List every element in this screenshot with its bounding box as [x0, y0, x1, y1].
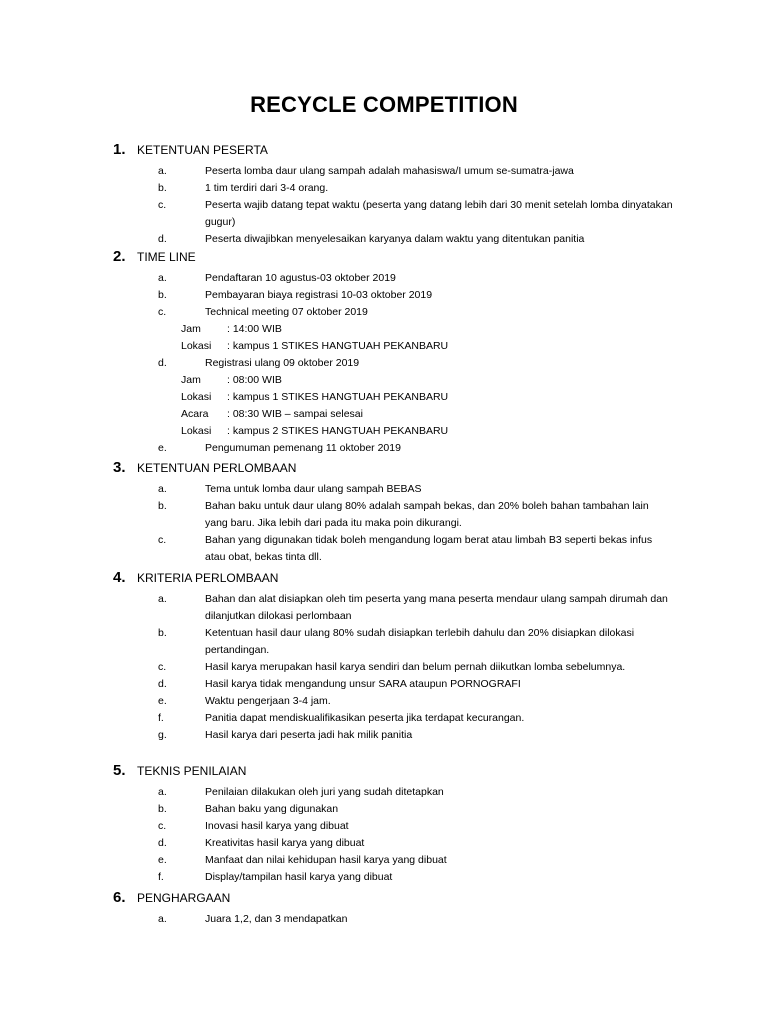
section-penghargaan: [113, 889, 673, 928]
list-item: [113, 163, 673, 180]
list-item: [113, 270, 673, 287]
item-letter: a.: [158, 272, 167, 284]
section-number: 3.: [113, 459, 126, 476]
section-title: KETENTUAN PERLOMBAAN: [137, 461, 297, 475]
section-heading: [113, 569, 673, 591]
item-list: [113, 163, 673, 248]
section-title: TEKNIS PENILAIAN: [137, 764, 247, 778]
detail-value: : kampus 1 STIKES HANGTUAH PEKANBARU: [227, 391, 449, 403]
document-title: RECYCLE COMPETITION: [250, 92, 518, 117]
section-number: 5.: [113, 762, 126, 779]
item-list: [113, 591, 673, 744]
list-item: [113, 231, 673, 248]
item-letter: c.: [158, 306, 167, 318]
detail-key: Acara: [181, 408, 209, 420]
section-title: PENGHARGAAN: [137, 891, 231, 905]
list-item: [113, 852, 673, 869]
item-letter: c.: [158, 820, 167, 832]
item-list: [113, 270, 673, 457]
list-item: [113, 693, 673, 710]
list-item: [113, 304, 673, 321]
section-number: 1.: [113, 141, 126, 158]
item-text: Pembayaran biaya registrasi 10-03 oktober 2019: [205, 289, 433, 301]
item-text: Penilaian dilakukan oleh juri yang sudah ditetapkan: [205, 786, 444, 798]
detail-key: Lokasi: [181, 391, 212, 403]
detail-row: [113, 338, 673, 355]
detail-row: [113, 321, 673, 338]
item-text: Bahan baku yang digunakan: [205, 803, 339, 815]
section-heading: [113, 889, 673, 911]
item-letter: b.: [158, 803, 167, 815]
item-letter: c.: [158, 199, 167, 211]
item-letter: d.: [158, 233, 167, 245]
item-letter: f.: [158, 871, 164, 883]
section-heading: [113, 762, 673, 784]
list-item: [113, 911, 673, 928]
list-item: [113, 287, 673, 304]
list-item: [113, 801, 673, 818]
list-item: [113, 355, 673, 372]
item-text: Manfaat dan nilai kehidupan hasil karya yang dibuat: [205, 854, 447, 866]
section-heading: [113, 248, 673, 270]
item-letter: e.: [158, 695, 167, 707]
item-letter: b.: [158, 500, 167, 512]
section-title: TIME LINE: [137, 250, 196, 264]
detail-value: : 14:00 WIB: [227, 323, 282, 335]
item-letter: c.: [158, 534, 167, 546]
list-item: [113, 591, 673, 625]
item-letter: a.: [158, 483, 167, 495]
item-letter: b.: [158, 182, 167, 194]
item-text: Bahan yang digunakan tidak boleh mengandung logam berat atau limbah B3 seperti bekas infus atau obat, bekas tinta dll.: [205, 534, 653, 563]
list-item: [113, 727, 673, 744]
item-text: Technical meeting 07 oktober 2019: [205, 306, 368, 318]
item-letter: a.: [158, 165, 167, 177]
section-heading: [113, 141, 673, 163]
item-text: Tema untuk lomba daur ulang sampah BEBAS: [205, 483, 422, 495]
detail-row: [113, 423, 673, 440]
detail-value: : kampus 2 STIKES HANGTUAH PEKANBARU: [227, 425, 449, 437]
list-item: [113, 625, 673, 659]
section-time-line: [113, 248, 673, 457]
list-item: [113, 481, 673, 498]
detail-row: [113, 389, 673, 406]
section-kriteria-perlombaan: [113, 569, 673, 744]
section-heading: [113, 459, 673, 481]
item-text: Hasil karya tidak mengandung unsur SARA ataupun PORNOGRAFI: [205, 678, 521, 690]
item-text: Peserta wajib datang tepat waktu (peserta yang datang lebih dari 30 menit setelah lomba dinyatakan gugur): [205, 199, 673, 228]
item-text: Registrasi ulang 09 oktober 2019: [205, 357, 360, 369]
item-letter: g.: [158, 729, 167, 741]
item-text: Display/tampilan hasil karya yang dibuat: [205, 871, 393, 883]
detail-value: : 08:30 WIB – sampai selesai: [227, 408, 363, 420]
detail-key: Jam: [181, 323, 201, 335]
item-letter: b.: [158, 289, 167, 301]
item-text: Kreativitas hasil karya yang dibuat: [205, 837, 365, 849]
item-text: Peserta diwajibkan menyelesaikan karyanya dalam waktu yang ditentukan panitia: [205, 233, 585, 245]
item-list: [113, 911, 673, 928]
item-text: Inovasi hasil karya yang dibuat: [205, 820, 349, 832]
item-letter: d.: [158, 837, 167, 849]
item-text: Pendaftaran 10 agustus-03 oktober 2019: [205, 272, 396, 284]
item-letter: f.: [158, 712, 164, 724]
section-number: 6.: [113, 889, 126, 906]
list-item: [113, 784, 673, 801]
list-item: [113, 440, 673, 457]
section-ketentuan-perlombaan: [113, 459, 673, 566]
list-item: [113, 869, 673, 886]
list-item: [113, 532, 673, 566]
list-item: [113, 498, 673, 532]
item-text: Pengumuman pemenang 11 oktober 2019: [205, 442, 401, 454]
item-letter: e.: [158, 854, 167, 866]
list-item: [113, 818, 673, 835]
item-letter: b.: [158, 627, 167, 639]
detail-key: Lokasi: [181, 425, 212, 437]
item-letter: a.: [158, 913, 167, 925]
item-text: Hasil karya merupakan hasil karya sendiri dan belum pernah diikutkan lomba sebelumnya.: [205, 661, 626, 673]
item-text: Peserta lomba daur ulang sampah adalah mahasiswa/I umum se-sumatra-jawa: [205, 165, 574, 177]
item-list: [113, 784, 673, 886]
list-item: [113, 710, 673, 727]
detail-value: : kampus 1 STIKES HANGTUAH PEKANBARU: [227, 340, 449, 352]
section-title: KETENTUAN PESERTA: [137, 143, 268, 157]
list-item: [113, 197, 673, 231]
section-number: 2.: [113, 248, 126, 265]
section-title: KRITERIA PERLOMBAAN: [137, 571, 279, 585]
list-item: [113, 676, 673, 693]
item-letter: d.: [158, 357, 167, 369]
list-item: [113, 180, 673, 197]
detail-value: : 08:00 WIB: [227, 374, 282, 386]
detail-key: Jam: [181, 374, 201, 386]
item-letter: a.: [158, 786, 167, 798]
detail-row: [113, 372, 673, 389]
item-text: Bahan baku untuk daur ulang 80% adalah sampah bekas, dan 20% boleh bahan tambahan lain yang baru. Jika lebih dari pada itu maka poin dikurangi.: [205, 500, 649, 529]
item-letter: e.: [158, 442, 167, 454]
item-text: Juara 1,2, dan 3 mendapatkan: [205, 913, 348, 925]
section-teknis-penilaian: [113, 762, 673, 886]
section-number: 4.: [113, 569, 126, 586]
item-letter: a.: [158, 593, 167, 605]
detail-row: [113, 406, 673, 423]
item-letter: d.: [158, 678, 167, 690]
item-text: Panitia dapat mendiskualifikasikan peserta jika terdapat kecurangan.: [205, 712, 525, 724]
list-item: [113, 835, 673, 852]
item-text: Waktu pengerjaan 3-4 jam.: [205, 695, 331, 707]
section-ketentuan-peserta: [113, 141, 673, 248]
item-text: Hasil karya dari peserta jadi hak milik panitia: [205, 729, 413, 741]
item-text: Ketentuan hasil daur ulang 80% sudah disiapkan terlebih dahulu dan 20% disiapkan dilokasi pertandingan.: [205, 627, 635, 656]
list-item: [113, 659, 673, 676]
item-letter: c.: [158, 661, 167, 673]
detail-key: Lokasi: [181, 340, 212, 352]
item-text: 1 tim terdiri dari 3-4 orang.: [205, 182, 329, 194]
item-list: [113, 481, 673, 566]
item-text: Bahan dan alat disiapkan oleh tim peserta yang mana peserta mendaur ulang sampah dirumah dan dilanjutkan dilokasi perlombaan: [205, 593, 668, 622]
